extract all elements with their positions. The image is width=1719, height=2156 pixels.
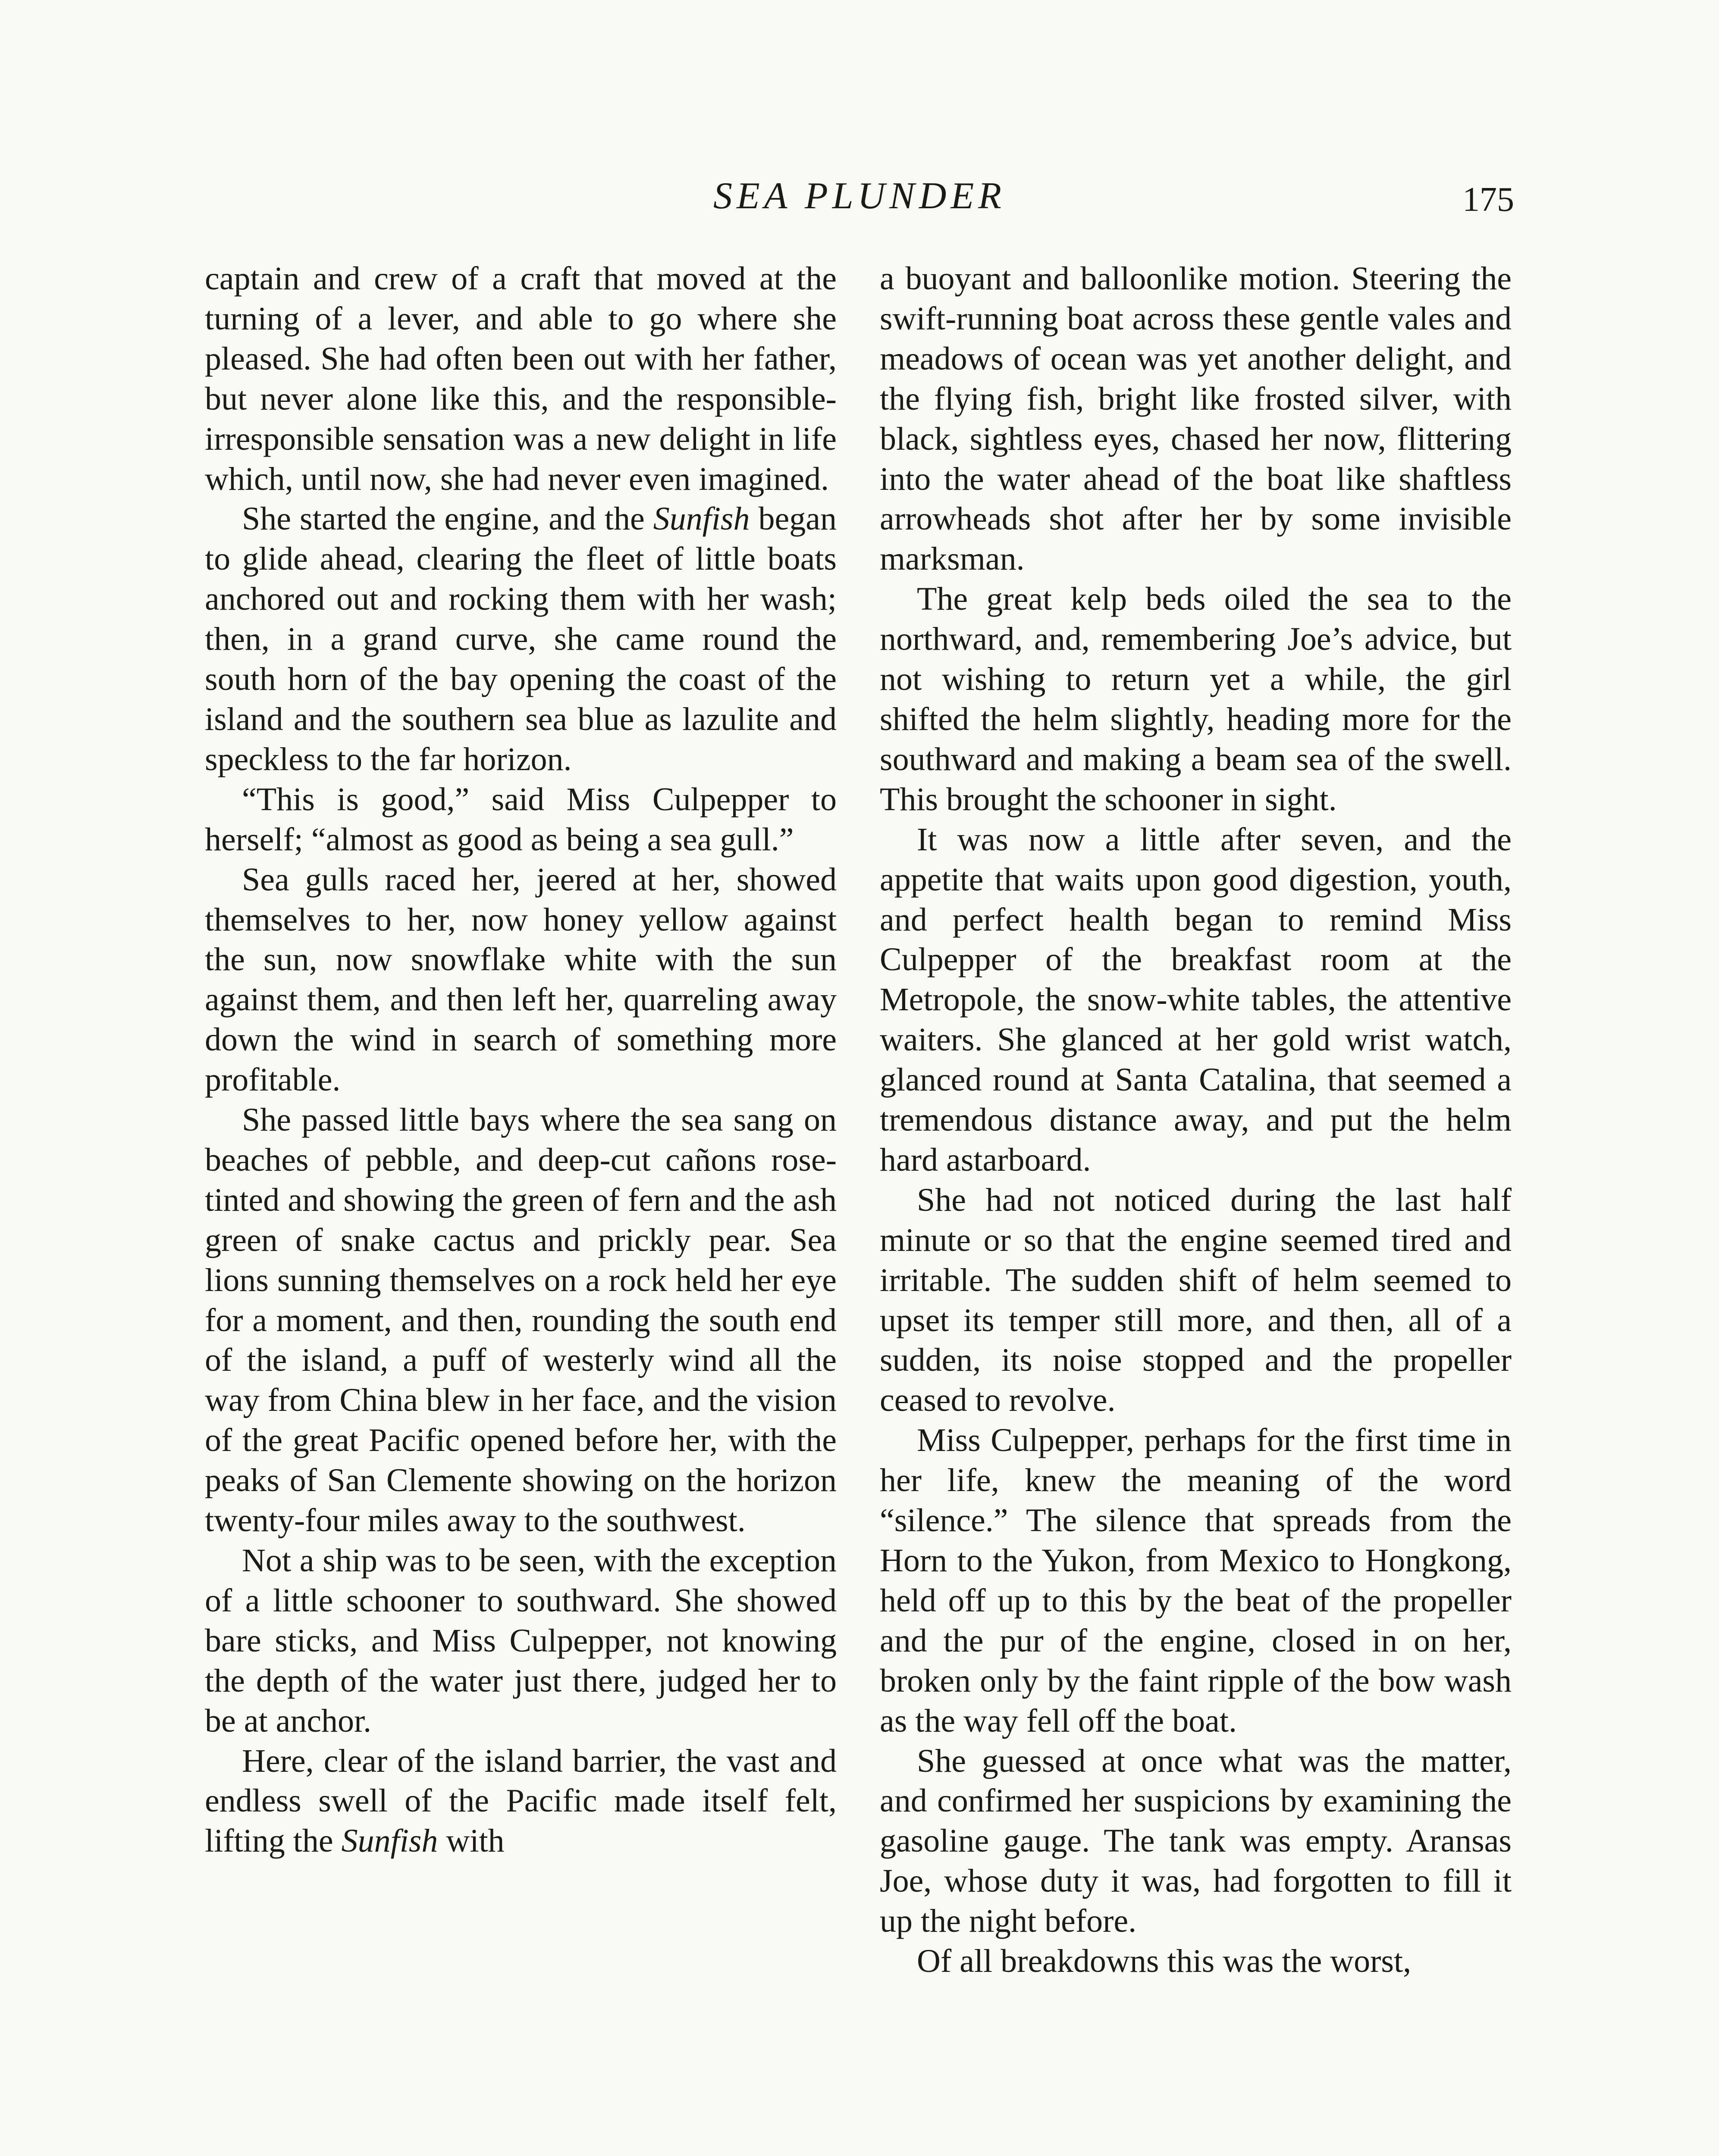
- paragraph: The great kelp beds oiled the sea to the northward, and, remembering Joe’s advice, but not wishing to return yet a while, the girl shifted the helm slightly, heading more for the southward and making a beam sea of the swell. This brought the schooner in sight.: [880, 581, 1512, 818]
- paragraph: “This is good,” said Miss Culpepper to herself; “almost as good as being a sea gull.”: [205, 781, 837, 858]
- paragraph: Sea gulls raced her, jeered at her, showed themselves to her, now honey yellow against the sun, now snowflake white with the sun against them, and then left her, quarreling away down the wind in search of something more profitable.: [205, 861, 837, 1098]
- paragraph: She had not noticed during the last half minute or so that the engine seemed tired and irritable. The sudden shift of helm seemed to upset its temper still more, and then, all of a sudden, its noise stopped and the propeller ceased to revolve.: [880, 1181, 1512, 1419]
- paragraph: She started the engine, and the Sunfish began to glide ahead, clearing the fleet of little boats anchored out and rocking them with her wash; then, in a grand curve, she came round the south horn of the bay opening the coast of the island and the southern sea blue as lazulite and speckless to the far horizon.: [205, 501, 837, 777]
- paragraph: Not a ship was to be seen, with the exception of a little schooner to southward. She showed bare sticks, and Miss Culpepper, not knowing the depth of the water just there, judged her to be at anchor.: [205, 1542, 837, 1739]
- boat-name: Sunfish: [341, 1823, 438, 1859]
- paragraph: It was now a little after seven, and the appetite that waits upon good digestion, youth, and perfect health began to remind Miss Culpepper of the breakfast room at the Metropole, the snow-white tables, the attentive waiters. She glanced at her gold wrist watch, glanced round at Santa Catalina, that seemed a tremendous distance away, and put the helm hard astarboard.: [880, 821, 1512, 1178]
- running-head: [0, 172, 1719, 220]
- paragraph: She guessed at once what was the matter, and confirmed her suspicions by examining the gasoline gauge. The tank was empty. Aransas Joe, whose duty it was, had forgotten to fill it up the night before.: [880, 1742, 1512, 1940]
- boat-name: Sunfish: [653, 501, 750, 537]
- paragraph: Of all breakdowns this was the worst,: [917, 1943, 1412, 1980]
- running-title: SEA PLUNDER: [713, 175, 1006, 217]
- paragraph: a buoyant and balloonlike motion. Steering the swift-running boat across these gentle vales and meadows of ocean was yet another delight, and the flying fish, bright like frosted silver, with black, sightless eyes, chased her now, flittering into the water ahead of the boat like shaftless arrowheads shot after her by some invisible marksman.: [880, 260, 1512, 577]
- paragraph: Miss Culpepper, perhaps for the first time in her life, knew the meaning of the word “silence.” The silence that spreads from the Horn to the Yukon, from Mexico to Hongkong, held off up to this by the beat of the propeller and the pur of the engine, closed in on her, broken only by the faint ripple of the bow wash as the way fell off the boat.: [880, 1422, 1512, 1739]
- left-column: [205, 259, 837, 1861]
- paragraph: She passed little bays where the sea sang on beaches of pebble, and deep-cut cañons rose-tinted and showing the green of fern and the ash green of snake cactus and prickly pear. Sea lions sunning themselves on a rock held her eye for a moment, and then, rounding the south end of the island, a puff of westerly wind all the way from China blew in her face, and the vision of the great Pacific opened before her, with the peaks of San Clemente showing on the horizon twenty-four miles away to the southwest.: [205, 1102, 837, 1539]
- paragraph: Here, clear of the island barrier, the vast and endless swell of the Pacific made itself felt, lifting the Sunfish with: [205, 1742, 837, 1859]
- paragraph: captain and crew of a craft that moved at the turning of a lever, and able to go where she pleased. She had often been out with her father, but never alone like this, and the responsible-irresponsible sensation was a new delight in life which, until now, she had never even imagined.: [205, 260, 837, 497]
- page-number: 175: [1462, 181, 1514, 219]
- right-column: [880, 259, 1512, 1981]
